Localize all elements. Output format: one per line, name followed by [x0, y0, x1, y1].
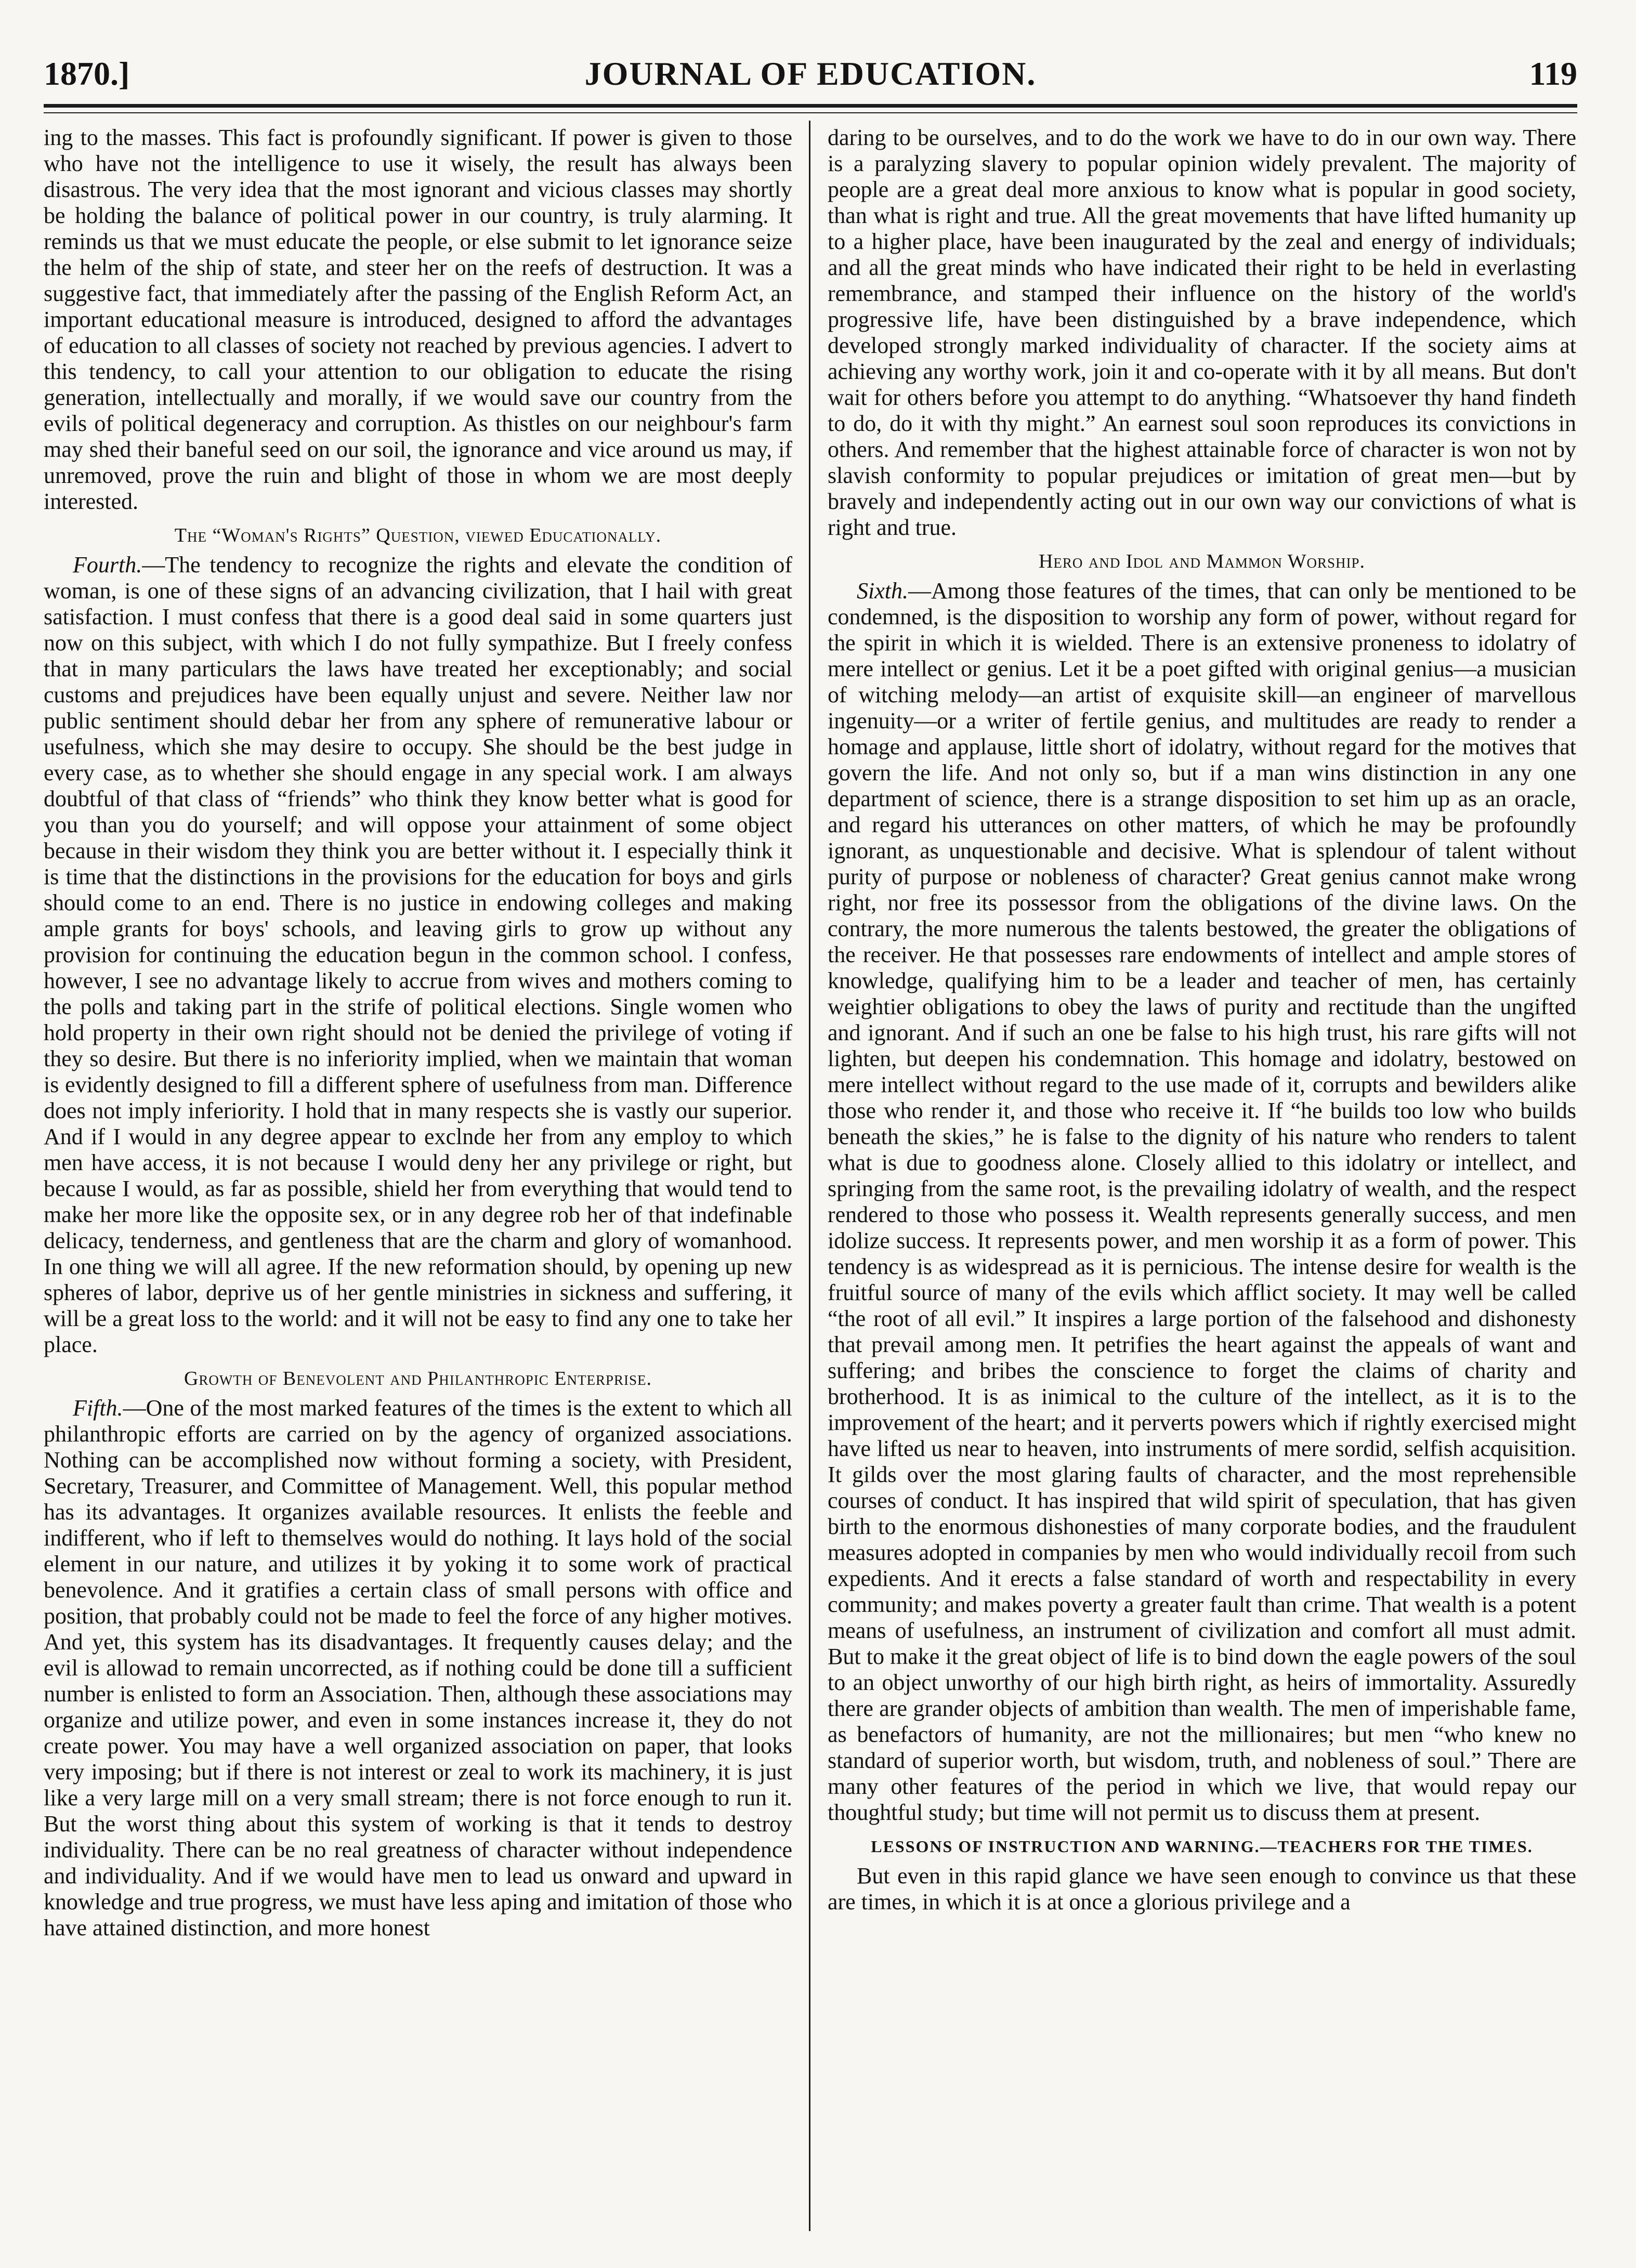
header-year: 1870.]: [44, 55, 130, 92]
journal-title: JOURNAL OF EDUCATION.: [584, 55, 1037, 92]
paragraph-fourth-body: —The tendency to recognize the rights and elevate the condition of woman, is one of these signs of an advancing civilization, that I hail with great satisfaction. I must confess that there is a good deal said in some quarters just now on this subject, with which I do not fully sympathize. But I freely confess that in many particulars the laws have treated her exceptionably; and social customs and prejudices have been equally unjust and severe. Neither law nor public sentiment should debar her from any sphere of remunerative labour or usefulness, which she may desire to occupy. She should be the best judge in every case, as to whether she should engage in any special work. I am always doubtful of that class of “friends” who think they know better what is good for you than you do yourself; and will oppose your attainment of some object because in their wisdom they think you are better without it. I especially think it is time that the distinctions in the provisions for the education for boys and girls should come to an end. There is no justice in endowing colleges and making ample grants for boys' schools, and leaving girls to grow up without any provision for continuing the education begun in the common school. I confess, however, I see no advantage likely to accrue from wives and mothers coming to the polls and taking part in the strife of political elections. Single women who hold property in their own right should not be denied the privilege of voting if they so desire. But there is no inferiority implied, when we maintain that woman is evidently designed to fill a different sphere of usefulness from man. Difference does not imply inferiority. I hold that in many respects she is vastly our superior. And if I would in any degree appear to exclnde her from any employ to which men have access, it is not because I would deny her any privilege or right, but because I would, as far as possible, shield her from everything that would tend to make her more like the opposite sex, or in any degree rob her of that indefinable delicacy, tenderness, and gentleness that are the charm and glory of womanhood. In one thing we will all agree. If the new reformation should, by opening up new spheres of labor, deprive us of her gentle ministries in sickness and suffering, it will be a great loss to the world: and it will not be easy to find any one to take her place.: [44, 552, 792, 1357]
paragraph-continuation: ing to the masses. This fact is profoundly significant. If power is given to those who have not the intelligence to use it wisely, the result has always been disastrous. The very idea that the most ignorant and vicious classes may shortly be holding the balance of political power in our country, is truly alarming. It reminds us that we must educate the people, or else submit to let ignorance seize the helm of the ship of state, and steer her on the reefs of destruction. It was a suggestive fact, that immediately after the passing of the English Reform Act, an important educational measure is introduced, designed to afford the advantages of education to all classes of society not reached by previous agencies. I advert to this tendency, to call your attention to our obligation to educate the rising generation, intellectually and morally, if we would save our country from the evils of political degeneracy and corruption. As thistles on our neighbour's farm may shed their baneful seed on our soil, the ignorance and vice around us may, if unremoved, prove the ruin and blight of those in whom we are most deeply interested.: [44, 125, 792, 514]
section-heading-lessons: LESSONS OF INSTRUCTION AND WARNING.—TEACHERS FOR THE TIMES.: [871, 1837, 1533, 1856]
section-heading-womans-rights: The “Woman's Rights” Question, viewed Educationally.: [174, 525, 662, 546]
right-column: [828, 125, 1576, 1915]
paragraph-final: But even in this rapid glance we have seen enough to convince us that these are times, in which it is at once a glorious privilege and a: [828, 1863, 1576, 1915]
paragraph-fourth: [44, 552, 792, 1358]
lead-fourth: Fourth.: [73, 552, 142, 578]
paragraph-continuation-right: daring to be ourselves, and to do the work we have to do in our own way. There is a paralyzing slavery to popular opinion widely prevalent. The majority of people are a great deal more anxious to know what is popular in good society, than what is right and true. All the great movements that have lifted humanity up to a higher place, have been inaugurated by the zeal and energy of individuals; and all the great minds who have indicated their right to be held in everlasting remembrance, and stamped their influence on the history of the world's progressive life, have been distinguished by a brave independence, which developed strongly marked individuality of character. If the society aims at achieving any worthy work, join it and co-operate with it by all means. But don't wait for others before you attempt to do anything. “Whatsoever thy hand findeth to do, do it with thy might.” An earnest soul soon reproduces its convictions in others. And remember that the highest attainable force of character is won not by slavish conformity to popular prejudices or imitation of great men—but by bravely and independently acting out in our own way our convictions of what is right and true.: [828, 125, 1576, 540]
section-heading-benevolent: Growth of Benevolent and Philanthropic Enterprise.: [184, 1368, 652, 1389]
section-heading-hero-worship: Hero and Idol and Mammon Worship.: [1038, 550, 1366, 572]
paragraph-sixth: [828, 578, 1576, 1826]
paragraph-fifth-body: —One of the most marked features of the times is the extent to which all philanthropic efforts are carried on by the agency of organized associations. Nothing can be accomplished now without forming a society, with President, Secretary, Treasurer, and Committee of Management. Well, this popular method has its advantages. It organizes available resources. It enlists the feeble and indifferent, who if left to themselves would do nothing. It lays hold of the social element in our nature, and utilizes it by yoking it to some work of practical benevolence. And it gratifies a certain class of small persons with office and position, that probably could not be made to feel the force of any higher motives. And yet, this system has its disadvantages. It frequently causes delay; and the evil is allowad to remain uncorrected, as if nothing could be done till a sufficient number is enlisted to form an Association. Then, although these associations may organize and utilize power, and even in some instances increase it, they do not create power. You may have a well organized association on paper, that looks very imposing; but if there is not interest or zeal to work its machinery, it is just like a very large mill on a very small stream; there is not force enough to run it. But the worst thing about this system of working is that it tends to destroy individuality. There can be no real greatness of character without independence and individuality. And if we would have men to lead us onward and upward in knowledge and true progress, we must have less aping and imitation of those who have attained distinction, and more honest: [44, 1395, 792, 1941]
paragraph-sixth-body: —Among those features of the times, that can only be mentioned to be condemned, is the disposition to worship any form of power, without regard for the spirit in which it is wielded. There is an extensive proneness to idolatry of mere intellect or genius. Let it be a poet gifted with original genius—a musician of witching melody—an artist of exquisite skill—an engineer of marvellous ingenuity—or a writer of fertile genius, and multitudes are ready to render a homage and applause, little short of idolatry, without regard for the motives that govern the life. And not only so, but if a man wins distinction in any one department of science, there is a strange disposition to set him up as an oracle, and regard his utterances on other matters, of which he may be profoundly ignorant, as unquestionable and decisive. What is splendour of talent without purity of purpose or nobleness of character? Great genius cannot make wrong right, nor free its possessor from the obligations of the divine laws. On the contrary, the more numerous the talents bestowed, the greater the obligations of the receiver. He that possesses rare endowments of intellect and ample stores of knowledge, qualifying him to be a leader and teacher of men, has certainly weightier obligations to obey the laws of purity and rectitude than the ungifted and ignorant. And if such an one be false to his high trust, his rare gifts will not lighten, but deepen his condemnation. This homage and idolatry, bestowed on mere intellect without regard to the use made of it, corrupts and bewilders alike those who render it, and those who receive it. If “he builds too low who builds beneath the skies,” he is false to the dignity of his nature who renders to talent what is due to goodness alone. Closely allied to this idolatry or intellect, and springing from the same root, is the prevailing idolatry of wealth, and the respect rendered to those who possess it. Wealth represents generally success, and men idolize success. It represents power, and men worship it as a form of power. This tendency is as widespread as it is pernicious. The intense desire for wealth is the fruitful source of many of the evils which afflict society. It may well be called “the root of all evil.” It inspires a large portion of the falsehood and dishonesty that prevail among men. It petrifies the heart against the appeals of want and suffering; and bribes the conscience to forget the claims of charity and brotherhood. It is as inimical to the culture of the intellect, as it is to the improvement of the heart; and it perverts powers which if rightly exercised might have lifted us near to heaven, into instruments of mere sordid, selfish acquisition. It gilds over the most glaring faults of character, and the most reprehensible courses of conduct. It has inspired that wild spirit of speculation, that has given birth to the enormous dishonesties of many corporate bodies, and the fraudulent measures adopted in companies by men who would individually recoil from such expedients. And it erects a false standard of worth and respectability in every community; and makes poverty a greater fault than crime. That wealth is a potent means of usefulness, an instrument of civilization and comfort all must admit. But to make it the great object of life is to bind down the eagle powers of the soul to an object unworthy of our high birth right, as heirs of immortality. Assuredly there are grander objects of ambition than wealth. The men of imperishable fame, as benefactors of humanity, are not the millionaires; but men “who knew no standard of superior worth, but wisdom, truth, and nobleness of soul.” There are many other features of the period in which we live, that would repay our thoughtful study; but time will not permit us to discuss them at present.: [828, 578, 1576, 1825]
header-rule-thin: [44, 112, 1577, 113]
page-header: [44, 48, 1577, 104]
left-column: [44, 125, 792, 1941]
column-divider: [809, 121, 810, 2231]
page-number: 119: [1529, 55, 1577, 92]
lead-fifth: Fifth.: [73, 1395, 123, 1421]
paragraph-fifth: [44, 1395, 792, 1941]
lead-sixth: Sixth.: [857, 578, 908, 604]
header-rule-thick: [44, 104, 1577, 108]
